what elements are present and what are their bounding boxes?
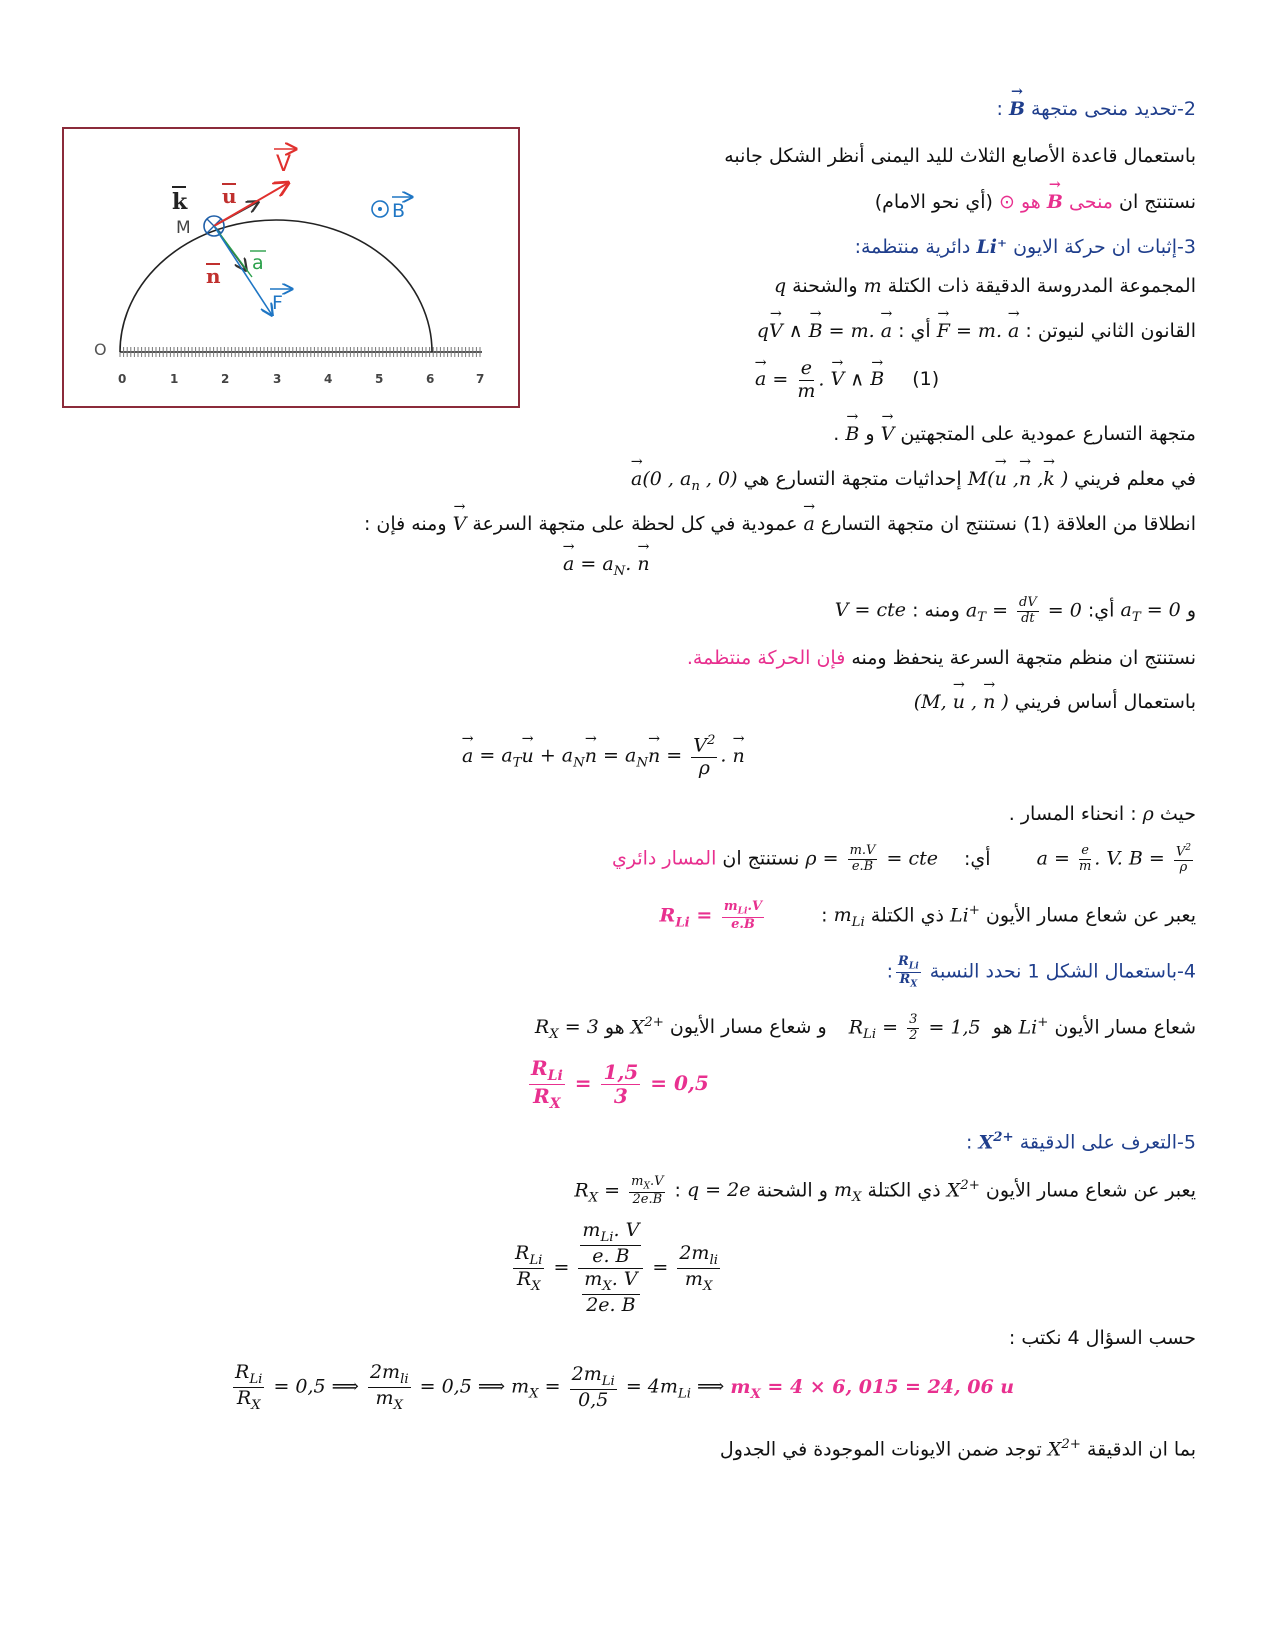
equation-1: → a = $\frac{e}{m}$ . → V ∧ → B (1) [755, 358, 939, 403]
section-5-heading: 5-التعرف على الدقيقة $X^{2+}$ : [966, 1130, 1196, 1154]
equation-an: → $a = a_N$. → n [563, 553, 650, 579]
text-line-15: يعبر عن شعاع مسار الأيون $X^{2+}$ ذي الكتلة $m_X$ و الشحنة q = 2e : $R_X$ = $\frac{m_X.V}{2e.B}$ [574, 1174, 1196, 1208]
text-part: شعاع مسار الأيون [1048, 1016, 1196, 1039]
section-5-title: 5-التعرف على الدقيقة [1013, 1131, 1196, 1154]
section-4-title: 4-باستعمال الشكل 1 نحدد النسبة [923, 960, 1196, 983]
vector-u-label: u [222, 184, 237, 208]
text-part: ومنه : [906, 599, 966, 622]
final-result: 4 × 6, 015 = 24, 06 u [789, 1375, 1015, 1398]
text-part: القانون الثاني لنيوتن : [1019, 320, 1196, 342]
ion-symbol: Li⁺ [976, 236, 1008, 258]
tick-label: 2 [221, 372, 230, 386]
b-field-label: B [392, 200, 406, 222]
text-part: ذي الكتلة [864, 904, 950, 927]
tick-label: 1 [170, 372, 179, 386]
text-part: و [1180, 599, 1196, 622]
velocity-label: V [276, 152, 292, 177]
text-line-8: و $a_T = 0$ أي: $a_T$ = $\frac{dV}{dt}$ = 0 ومنه : V = cte [834, 595, 1196, 626]
text-part: أي: [1081, 599, 1121, 622]
tick-label: 7 [476, 372, 485, 386]
text-part: أي : [892, 320, 937, 342]
text-part: انطلاقا من العلاقة (1) نستنتج ان متجهة التسارع [814, 513, 1196, 535]
final-value: 0,5 [441, 1375, 472, 1398]
section-4-heading: 4-باستعمال الشكل 1 نحدد النسبة $\frac{R_{Li}}{R_X}$ : [886, 954, 1196, 990]
text-line-3 [774, 275, 1196, 297]
text-part: بما ان الدقيقة [1080, 1438, 1196, 1461]
text-line-6: في معلم فريني M(→ u ,→ n ,→ k ) إحداثيات متجهة التسارع هي → a(0 , $a_n$ , 0) [631, 468, 1196, 494]
equation-ratio-masses: $\frac{R_{Li}}{R_X}$ = $\frac{\frac{m_{Li}. V}{e. B}}{\frac{m_X. V}{2e. B}}$ = $\frac{2m_{li}}{m_X}$ [515, 1219, 718, 1316]
b-vector-symbol: → B [1009, 98, 1025, 120]
tick-label: 5 [375, 372, 384, 386]
text-part: والشحنة [786, 275, 864, 297]
rho-symbol: ρ [1142, 803, 1154, 825]
text-part: و الشحنة [750, 1179, 834, 1202]
section-2-heading [996, 98, 1196, 120]
final-value: 0,5 [578, 1388, 609, 1411]
text-part: هو [598, 1016, 631, 1039]
text-part: عمودية في كل لحظة على متجهة السرعة [466, 513, 804, 535]
vector-k-label: k [172, 189, 188, 215]
text-line-7: انطلاقا من العلاقة (1) نستنتج ان متجهة التسارع → a عمودية في كل لحظة على متجهة السرعة → V ومنه فإن : [364, 513, 1196, 535]
colon: : [966, 1131, 979, 1154]
equation-frenet: → $a = a_T\to u + a_N\to n = a_N\to n$ = $\frac{V^2}{\rho}$ . → n [462, 733, 745, 780]
text-part: أي: [957, 847, 991, 870]
tick-label: 0 [118, 372, 127, 386]
text-line-1: باستعمال قاعدة الأصابع الثلاث لليد اليمنى أنظر الشكل جانبه [724, 145, 1196, 167]
text-line-12: a = $\frac{e}{m}$ . V. B = $\frac{V^2}{\rho}$ أي: ρ = $\frac{m.V}{e.B}$ = cte نستنتج ان المسار دائري [611, 843, 1191, 876]
tick-label: 6 [426, 372, 435, 386]
text-part: إحداثيات متجهة التسارع هي [737, 468, 968, 490]
force-label: F [272, 292, 283, 314]
mass-symbol: m [863, 275, 882, 297]
vector-n-label: n [206, 264, 221, 288]
section-2-title: 2-تحديد منحى متجهة [1025, 98, 1196, 120]
highlight-text: منحى [1062, 191, 1113, 213]
text-part: المجموعة المدروسة الدقيقة ذات الكتلة [881, 275, 1196, 297]
text-line-17: بما ان الدقيقة $X^{2+}$ توجد ضمن الايونات الموجودة في الجدول [719, 1437, 1196, 1461]
text-part: : انحناء المسار . [1008, 803, 1143, 825]
highlight-text: فإن الحركة منتظمة. [686, 647, 846, 669]
text-line-2: نستنتج ان منحى → B هو ⊙ (أي نحو الامام) [875, 191, 1196, 213]
text-part: نستنتج ان [1112, 191, 1196, 213]
text-part: ومنه فإن : [363, 513, 453, 535]
text-line-4: القانون الثاني لنيوتن : → F = m. → a أي : q→ V ∧ → B = m. → a [757, 320, 1196, 342]
charge-symbol: q [773, 275, 787, 297]
ruler-ticks [120, 347, 480, 357]
text-line-11 [1009, 803, 1196, 825]
accel-label: a [252, 252, 264, 274]
text-line-10: باستعمال أساس فريني (M, → u , → n ) [914, 691, 1196, 713]
trajectory-figure [62, 127, 520, 408]
text-part: ذي الكتلة [861, 1179, 947, 1202]
text-part: توجد ضمن الايونات الموجودة في الجدول [719, 1438, 1048, 1461]
text-line-16: حسب السؤال 4 نكتب : [1008, 1327, 1196, 1349]
text-part: نستنتج ان [716, 847, 800, 870]
tick-label: 3 [273, 372, 282, 386]
section-3-tail: دائرية منتظمة: [854, 236, 977, 258]
text-line-13: يعبر عن شعاع مسار الأيون Li+ ذي الكتلة $m_{Li}$ : $R_{Li}$ = $\frac{m_{Li}.V}{e.B}$ [659, 899, 1196, 933]
tick-label: 4 [324, 372, 333, 386]
text-part: متجهة التسارع عمودية على المتجهتين [894, 423, 1196, 445]
section-3-heading [855, 236, 1196, 258]
colon: : [996, 98, 1009, 120]
final-equation: $\frac{R_{Li}}{R_X}$ = 0,5 ⟹ $\frac{2m_{li}}{m_X}$ = 0,5 ⟹ $m_X$ = $\frac{2m_{Li}}{0,5}$ = $4m_{Li}$ ⟹ $m_X = 4 \times 6$, 015 = 24, 06 u [235, 1361, 1015, 1413]
text-part: في معلم فريني [1068, 468, 1196, 490]
text-part: يعبر عن شعاع مسار الأيون [979, 1179, 1196, 1202]
text-part: يعبر عن شعاع مسار الأيون [979, 904, 1196, 927]
text-part: و شعاع مسار الأيون [663, 1016, 833, 1039]
ratio-value: 0,5 [673, 1071, 709, 1096]
text-part: : [668, 1179, 687, 1202]
text-line-9 [687, 647, 1196, 669]
text-line-14: شعاع مسار الأيون Li+ هو $R_{Li}$ = $\frac{3}{2}$ = 1,5 و شعاع مسار الأيون $X^{2+}$ هو $R_X = 3$ [534, 1012, 1196, 1043]
final-value: 0,5 [295, 1375, 326, 1398]
highlight-text: هو ⊙ [992, 191, 1041, 213]
origin-label: O [94, 340, 107, 359]
colon: : [886, 960, 894, 983]
highlight-text: المسار دائري [611, 847, 717, 870]
text-part: باستعمال أساس فريني [1008, 691, 1196, 713]
section-3-title: 3-إثبات ان حركة الايون [1007, 236, 1196, 258]
ratio-denominator: 3 [613, 1084, 628, 1109]
text-part: حيث [1153, 803, 1196, 825]
text-line-5: متجهة التسارع عمودية على المتجهتين → V و → B . [833, 423, 1196, 445]
text-part: . [833, 423, 846, 445]
point-m-label: M [176, 218, 191, 238]
ratio-result: $\frac{R_{Li}}{R_X}$ = $\frac{1,5}{3}$ = 0,5 [531, 1056, 709, 1113]
ratio-numerator: 1,5 [603, 1060, 639, 1085]
text-part: و [859, 423, 881, 445]
equation-label: (1) [912, 368, 940, 391]
text-part: نستنتج ان منظم متجهة السرعة ينحفظ ومنه [845, 647, 1196, 669]
text-part: (أي نحو الامام) [874, 191, 993, 213]
text-part: هو [986, 1016, 1019, 1039]
text-part: : [815, 904, 834, 927]
